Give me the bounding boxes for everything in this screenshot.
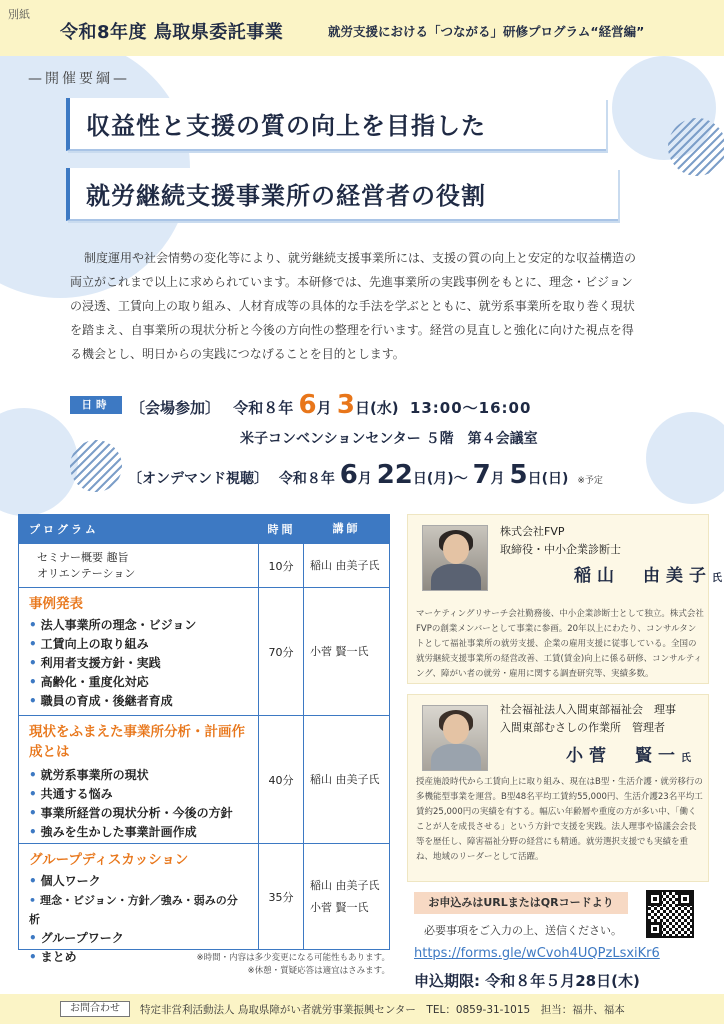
program-cell [19,588,259,715]
schedule-ondemand-line [128,460,603,490]
program-note: ※休憩・質疑応答は適宜はさみます。 [247,966,390,976]
venue-month-unit: 月 [316,399,332,417]
application-deadline: 申込期限: 令和８年５月28日(木) [414,972,640,990]
venue-day: 3 [336,390,355,420]
section-title: グループディスカッション [29,852,189,868]
header-speaker: 講師 [332,522,361,535]
table-row [19,587,389,715]
speaker-name: 稲山 由美子氏 [310,558,380,572]
program-note: ※時間・内容は多少変更になる可能性もあります。 [196,953,390,963]
program-item: オリエンテーション [37,567,136,580]
program-item: • まとめ [29,948,248,967]
speaker-name: 稲山 由美子氏 [310,772,380,786]
program-item: • 事業所経営の現状分析・今後の方針 [29,804,248,823]
program-cell [19,844,259,964]
title-line-2: 就労継続支援事業所の経営者の役割 [86,182,486,210]
speaker-cell [304,588,389,715]
program-item: • グループワーク [29,929,248,948]
title-line-1: 収益性と支援の質の向上を目指した [86,112,486,140]
program-item: • 共通する悩み [29,785,248,804]
program-item: セミナー概要 趣旨 [37,551,129,564]
program-item: • 法人事業所の理念・ビジョン [29,616,248,635]
venue-place: 米子コンベンションセンター ５階 第４会議室 [240,431,538,447]
program-notes [18,952,390,978]
footer-band [0,994,724,1024]
speaker-card-kosuge [407,694,709,882]
program-item: • 強みを生かした事業計画作成 [29,823,248,842]
speaker-name: 稲山 由美子氏 [310,878,380,892]
speaker-photo [422,525,488,591]
title-line-2-box [66,168,618,221]
ondemand-era: 令和８年 [278,471,335,487]
speaker-role: 入間東部むさしの作業所 管理者 [500,721,665,734]
application-form-link[interactable]: https://forms.gle/wCvoh4UQPzLsxiKr6 [414,946,660,961]
time-cell: 40分 [259,716,304,843]
ondemand-label: 〔オンデマンド視聴〕 [128,471,268,487]
header-time: 時間 [267,523,296,536]
program-item: • 個人ワーク [29,872,248,891]
ondemand-end-day: 5 [509,460,528,490]
section-title: 事例発表 [29,596,83,612]
program-item: • 職員の育成・後継者育成 [29,692,248,711]
speaker-honorific: 氏 [712,573,722,584]
decor-hatch-top-right [668,118,724,176]
speaker-bio: 授産施設時代から工賃向上に取り組み、現在はB型・生活介護・就労移行の多機能型事業を運営。B型48名平均工賃約55,000円、生活介護23名平均工賃約25,000円の実績を有する。幅広い年齢層や重度の方が多い中、「働くことが人を成長させる」という方針で支援を実践。法人理事や協議会会長等を歴任し、障害福祉分野の経営にも精通。就労選択支援でも実績を重ね、地域のリーダーとして活躍。 [416,777,703,862]
program-cell [19,544,259,587]
venue-era: 令和８年 [233,399,294,417]
ondemand-start-day: 22 [376,460,413,490]
time-cell: 35分 [259,844,304,949]
speaker-full-name: 小菅 賢一 [566,746,681,766]
venue-label: 〔会場参加〕 [130,399,221,417]
schedule-venue-line [130,390,531,420]
program-table-header [19,515,389,543]
contact-info: 特定非営利活動法人 鳥取県障がい者就労事業振興センター TEL：0859-31-1015 担当：福井、福本 [140,1004,625,1016]
speaker-full-name: 稲山 由美子 [574,566,712,586]
ondemand-start-day-unit: 日(月)～ [412,471,468,487]
title-line-1-box [66,98,606,151]
speaker-name-large [574,561,722,586]
apply-badge: お申込みはURLまたはQRコードより [414,892,628,914]
speaker-name: 小菅 賢一氏 [310,644,369,658]
ondemand-end-month: 7 [472,460,491,490]
section-label-kaisai: —開催要綱— [28,71,130,87]
decor-hatch-mid-left [70,440,122,492]
header-band [0,0,724,56]
program-item: • 理念・ビジョン・方針／強み・弱みの分析 [29,891,248,929]
program-item: • 高齢化・重度化対応 [29,673,248,692]
time-cell: 70分 [259,588,304,715]
venue-day-unit: 日(水) [354,399,399,417]
header-main-title: 令和8年度 鳥取県委託事業 [60,22,284,43]
time-cell: 10分 [259,544,304,587]
speaker-cell [304,544,389,587]
header-program: プログラム [29,523,99,536]
header-tag: 別紙 [8,8,30,21]
table-row [19,543,389,587]
speaker-org: 株式会社FVP [500,525,565,538]
decor-circle-mid-right [646,412,724,504]
speaker-name-large [566,741,691,766]
decor-circle-mid-left [0,408,78,516]
speaker-card-inayama [407,514,722,684]
speaker-bio: マーケティングリサーチ会社勤務後、中小企業診断士として独立。株式会社FVPの創業メンバーとして事業に参画。20年以上にわたり、コンサルタントとして福祉事業所の就労支援、企業の雇用支援に従事している。全国の就労継続支援事業所の経営改善、工賃(賃金)向上に係る研修、コンサルティング、障がい者の就労・雇用に関する調査研究等、実績多数。 [416,609,704,679]
qr-code-icon[interactable] [646,890,694,938]
speaker-cell [304,716,389,843]
program-item: • 就労系事業所の現状 [29,766,248,785]
program-item: • 利用者支援方針・実践 [29,654,248,673]
schedule-badge: 日時 [70,396,122,414]
speaker-cell [304,844,389,949]
venue-month: 6 [298,390,317,420]
speaker-name: 小菅 賢一氏 [310,900,369,914]
speaker-photo [422,705,488,771]
ondemand-end-month-unit: 月 [490,471,505,487]
ondemand-start-month-unit: 月 [357,471,372,487]
contact-badge: お問合わせ [60,1001,130,1017]
program-cell [19,716,259,843]
speaker-honorific: 氏 [681,753,691,764]
speaker-org: 社会福祉法人入間東部福祉会 理事 [500,703,676,716]
program-item: • 工賃向上の取り組み [29,635,248,654]
ondemand-note: ※予定 [577,476,603,486]
apply-note: 必要事項をご入力の上、送信ください。 [424,924,622,937]
ondemand-start-month: 6 [339,460,358,490]
header-subtitle: 就労支援における「つながる」研修プログラム“経営編” [328,24,645,39]
table-row [19,715,389,843]
speaker-role: 取締役・中小企業診断士 [500,543,621,556]
intro-paragraph: 制度運用や社会情勢の変化等により、就労継続支援事業所には、支援の質の向上と安定的な収益構造の両立がこれまで以上に求められています。本研修では、先進事業所の実践事例をもとに、理念・ビジョンの浸透、工賃向上の取り組み、人材育成等の具体的な手法を学ぶとともに、就労系事業所を取り巻く現状を踏まえ、自事業所の現状分析と今後の方向性の整理を行います。経営の見直しと強化に向けた視点を得る機会とし、明日からの実践につなげることを目的とします。 [70,251,637,361]
ondemand-end-day-unit: 日(日) [527,471,569,487]
venue-time: 13:00～16:00 [409,399,532,417]
section-title: 現状をふまえた事業所分析・計画作成とは [29,724,245,760]
